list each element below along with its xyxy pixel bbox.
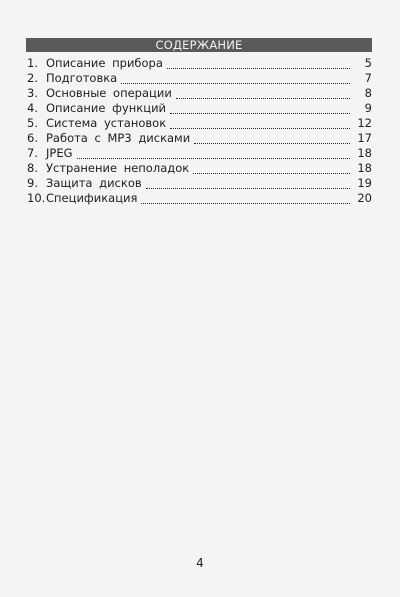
toc-entry-title: JPEG <box>46 146 73 160</box>
toc-entry-title: Подготовка <box>46 71 118 85</box>
toc-entry-1 <box>27 56 372 71</box>
toc-entry-title: Система установок <box>46 116 167 130</box>
dot-leader <box>146 180 350 190</box>
dot-leader <box>167 60 350 70</box>
toc-entry-title: Спецификация <box>46 191 138 205</box>
toc-entry-7 <box>27 146 372 161</box>
dot-leader <box>77 150 350 160</box>
toc-entry-9 <box>27 176 372 191</box>
toc-entry-title: Основные операции <box>46 86 172 100</box>
toc-entry-page: 9 <box>364 101 372 115</box>
toc-entry-page: 8 <box>364 86 372 100</box>
toc-entry-page: 5 <box>364 56 372 70</box>
toc-entry-page: 20 <box>357 191 372 205</box>
toc-entry-number: 3. <box>27 86 38 100</box>
toc-entry-title: Устранение неполадок <box>46 161 190 175</box>
page-number: 4 <box>196 556 204 570</box>
table-of-contents <box>27 56 372 206</box>
toc-entry-number: 8. <box>27 161 38 175</box>
dot-leader <box>193 165 350 175</box>
toc-entry-number: 2. <box>27 71 38 85</box>
toc-entry-page: 12 <box>357 116 372 130</box>
toc-entry-title: Описание прибора <box>46 56 163 70</box>
toc-entry-page: 7 <box>364 71 372 85</box>
toc-entry-10 <box>27 191 372 206</box>
toc-entry-8 <box>27 161 372 176</box>
contents-header <box>26 38 372 52</box>
dot-leader <box>121 75 350 85</box>
toc-entry-6 <box>27 131 372 146</box>
toc-entry-2 <box>27 71 372 86</box>
dot-leader <box>194 135 350 145</box>
toc-entry-number: 1. <box>27 56 38 70</box>
toc-entry-4 <box>27 101 372 116</box>
toc-entry-number: 5. <box>27 116 38 130</box>
toc-entry-title: Описание функций <box>46 101 167 115</box>
toc-entry-3 <box>27 86 372 101</box>
dot-leader <box>170 105 350 115</box>
dot-leader <box>170 120 350 130</box>
dot-leader <box>176 90 350 100</box>
toc-entry-title: Работа с МР3 дисками <box>46 131 191 145</box>
toc-entry-page: 18 <box>357 146 372 160</box>
toc-entry-number: 6. <box>27 131 38 145</box>
toc-entry-number: 9. <box>27 176 38 190</box>
toc-entry-page: 18 <box>357 161 372 175</box>
toc-entry-number: 4. <box>27 101 38 115</box>
dot-leader <box>141 195 350 205</box>
toc-entry-page: 19 <box>357 176 372 190</box>
contents-title: СОДЕРЖАНИЕ <box>155 38 243 52</box>
toc-entry-title: Защита дисков <box>46 176 142 190</box>
toc-entry-number: 10. <box>27 191 46 205</box>
toc-entry-number: 7. <box>27 146 38 160</box>
toc-entry-5 <box>27 116 372 131</box>
toc-entry-page: 17 <box>357 131 372 145</box>
